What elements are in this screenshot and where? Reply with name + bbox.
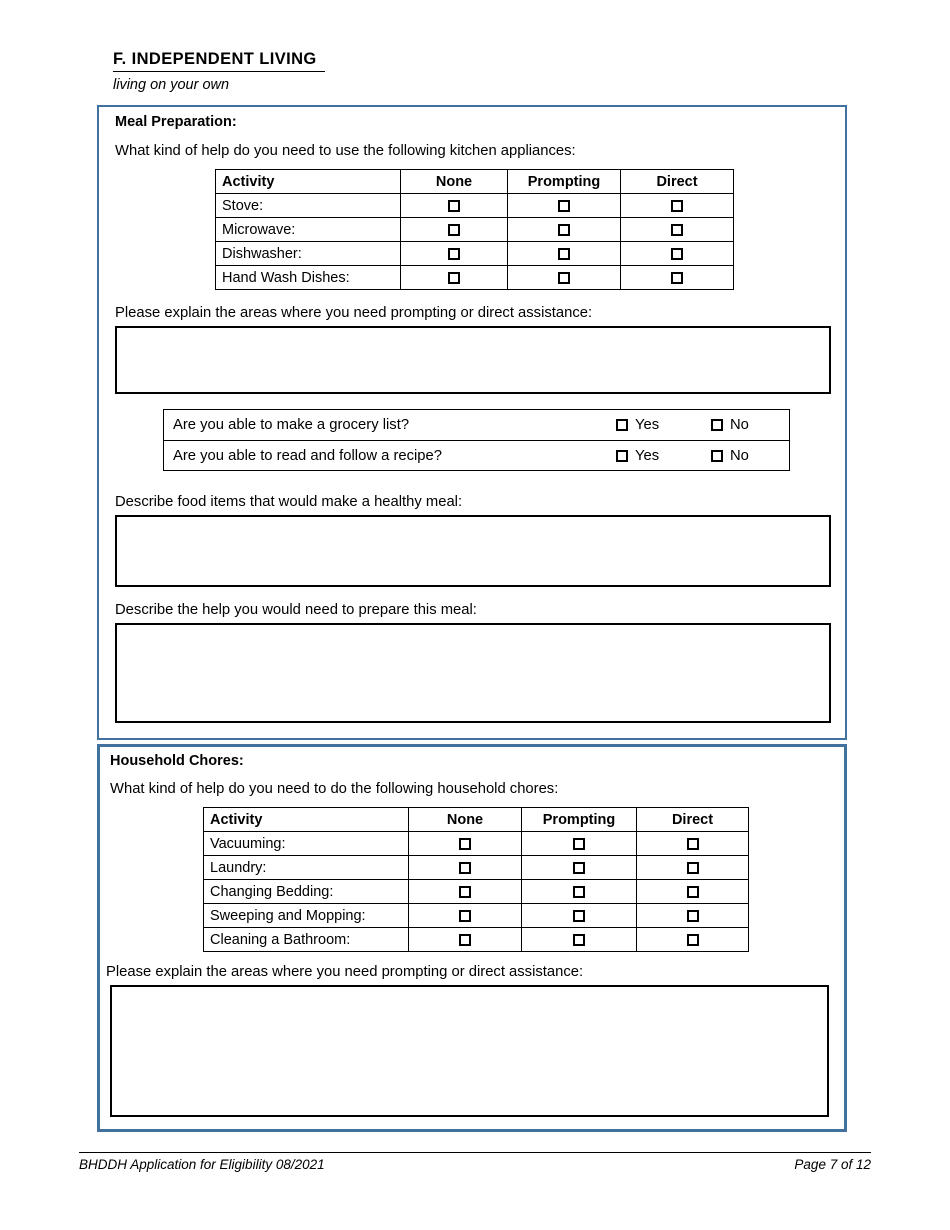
- grocery-list-yes-checkbox[interactable]: [616, 419, 628, 431]
- cleaning-bathroom-none-checkbox[interactable]: [459, 934, 471, 946]
- changing-bedding-none-checkbox[interactable]: [459, 886, 471, 898]
- column-header-activity: Activity: [216, 170, 401, 194]
- table-row: [204, 904, 749, 928]
- column-header-activity: Activity: [204, 808, 409, 832]
- recipe-question-row: [164, 440, 789, 470]
- household-chores-heading: Household Chores:: [110, 753, 244, 769]
- column-header-prompting: Prompting: [508, 170, 621, 194]
- document-header: [113, 50, 950, 93]
- microwave-none-checkbox[interactable]: [448, 224, 460, 236]
- table-row: [216, 218, 734, 242]
- meal-explain-textbox[interactable]: [115, 326, 831, 394]
- dishwasher-none-checkbox[interactable]: [448, 248, 460, 260]
- table-header-row: [216, 170, 734, 194]
- microwave-direct-checkbox[interactable]: [671, 224, 683, 236]
- dishwasher-prompting-checkbox[interactable]: [558, 248, 570, 260]
- changing-bedding-direct-checkbox[interactable]: [687, 886, 699, 898]
- sweeping-mopping-none-checkbox[interactable]: [459, 910, 471, 922]
- recipe-yes-option: [616, 448, 711, 464]
- recipe-question: Are you able to read and follow a recipe?: [173, 447, 442, 464]
- meal-questions-table: [163, 409, 790, 471]
- yes-label: Yes: [635, 417, 660, 433]
- page-footer: [79, 1152, 871, 1172]
- stove-none-checkbox[interactable]: [448, 200, 460, 212]
- column-header-direct: Direct: [621, 170, 734, 194]
- household-chores-intro: What kind of help do you need to do the following household chores:: [110, 781, 559, 797]
- vacuuming-direct-checkbox[interactable]: [687, 838, 699, 850]
- table-row: [204, 928, 749, 952]
- page-title: F. INDEPENDENT LIVING: [113, 50, 325, 72]
- laundry-prompting-checkbox[interactable]: [573, 862, 585, 874]
- activity-label-changing-bedding: Changing Bedding:: [204, 880, 409, 904]
- healthy-meal-textbox[interactable]: [115, 515, 831, 587]
- dishwasher-direct-checkbox[interactable]: [671, 248, 683, 260]
- column-header-none: None: [409, 808, 522, 832]
- activity-label-microwave: Microwave:: [216, 218, 401, 242]
- column-header-none: None: [401, 170, 508, 194]
- hand-wash-dishes-none-checkbox[interactable]: [448, 272, 460, 284]
- chores-explain-textbox[interactable]: [110, 985, 829, 1117]
- no-label: No: [730, 417, 749, 433]
- help-prepare-textbox[interactable]: [115, 623, 831, 723]
- household-chores-section: [97, 744, 847, 1132]
- table-row: [216, 266, 734, 290]
- hand-wash-dishes-direct-checkbox[interactable]: [671, 272, 683, 284]
- changing-bedding-prompting-checkbox[interactable]: [573, 886, 585, 898]
- vacuuming-prompting-checkbox[interactable]: [573, 838, 585, 850]
- cleaning-bathroom-prompting-checkbox[interactable]: [573, 934, 585, 946]
- no-label: No: [730, 447, 749, 464]
- grocery-list-question: Are you able to make a grocery list?: [173, 417, 410, 433]
- table-row: [204, 880, 749, 904]
- meal-preparation-heading: Meal Preparation:: [115, 114, 237, 130]
- laundry-direct-checkbox[interactable]: [687, 862, 699, 874]
- table-row: [216, 194, 734, 218]
- grocery-list-no-checkbox[interactable]: [711, 419, 723, 431]
- chores-explain-label: Please explain the areas where you need prompting or direct assistance:: [106, 964, 584, 980]
- vacuuming-none-checkbox[interactable]: [459, 838, 471, 850]
- column-header-direct: Direct: [637, 808, 749, 832]
- meal-preparation-section: [97, 105, 847, 740]
- meal-explain-label: Please explain the areas where you need prompting or direct assistance:: [115, 305, 593, 321]
- household-chores-table: [203, 807, 749, 952]
- hand-wash-dishes-prompting-checkbox[interactable]: [558, 272, 570, 284]
- kitchen-appliances-table: [215, 169, 734, 290]
- sweeping-mopping-prompting-checkbox[interactable]: [573, 910, 585, 922]
- activity-label-cleaning-bathroom: Cleaning a Bathroom:: [204, 928, 409, 952]
- sweeping-mopping-direct-checkbox[interactable]: [687, 910, 699, 922]
- activity-label-dishwasher: Dishwasher:: [216, 242, 401, 266]
- recipe-yes-checkbox[interactable]: [616, 450, 628, 462]
- stove-direct-checkbox[interactable]: [671, 200, 683, 212]
- yes-label: Yes: [635, 447, 660, 464]
- activity-label-sweeping-mopping: Sweeping and Mopping:: [204, 904, 409, 928]
- microwave-prompting-checkbox[interactable]: [558, 224, 570, 236]
- recipe-no-checkbox[interactable]: [711, 450, 723, 462]
- page-subtitle: living on your own: [113, 77, 230, 93]
- cleaning-bathroom-direct-checkbox[interactable]: [687, 934, 699, 946]
- laundry-none-checkbox[interactable]: [459, 862, 471, 874]
- stove-prompting-checkbox[interactable]: [558, 200, 570, 212]
- activity-label-vacuuming: Vacuuming:: [204, 832, 409, 856]
- table-row: [216, 242, 734, 266]
- recipe-no-option: [711, 448, 789, 464]
- table-header-row: [204, 808, 749, 832]
- healthy-meal-label: Describe food items that would make a healthy meal:: [115, 494, 463, 510]
- footer-page-number: Page 7 of 12: [794, 1157, 871, 1172]
- table-row: [204, 856, 749, 880]
- meal-preparation-intro: What kind of help do you need to use the following kitchen appliances:: [115, 143, 576, 159]
- grocery-list-no-option: [711, 417, 789, 433]
- grocery-list-question-row: [164, 410, 789, 440]
- activity-label-stove: Stove:: [216, 194, 401, 218]
- footer-document-title: BHDDH Application for Eligibility 08/2021: [79, 1157, 325, 1172]
- activity-label-laundry: Laundry:: [204, 856, 409, 880]
- table-row: [204, 832, 749, 856]
- grocery-list-yes-option: [616, 417, 711, 433]
- column-header-prompting: Prompting: [522, 808, 637, 832]
- activity-label-hand-wash-dishes: Hand Wash Dishes:: [216, 266, 401, 290]
- help-prepare-label: Describe the help you would need to prepare this meal:: [115, 602, 477, 618]
